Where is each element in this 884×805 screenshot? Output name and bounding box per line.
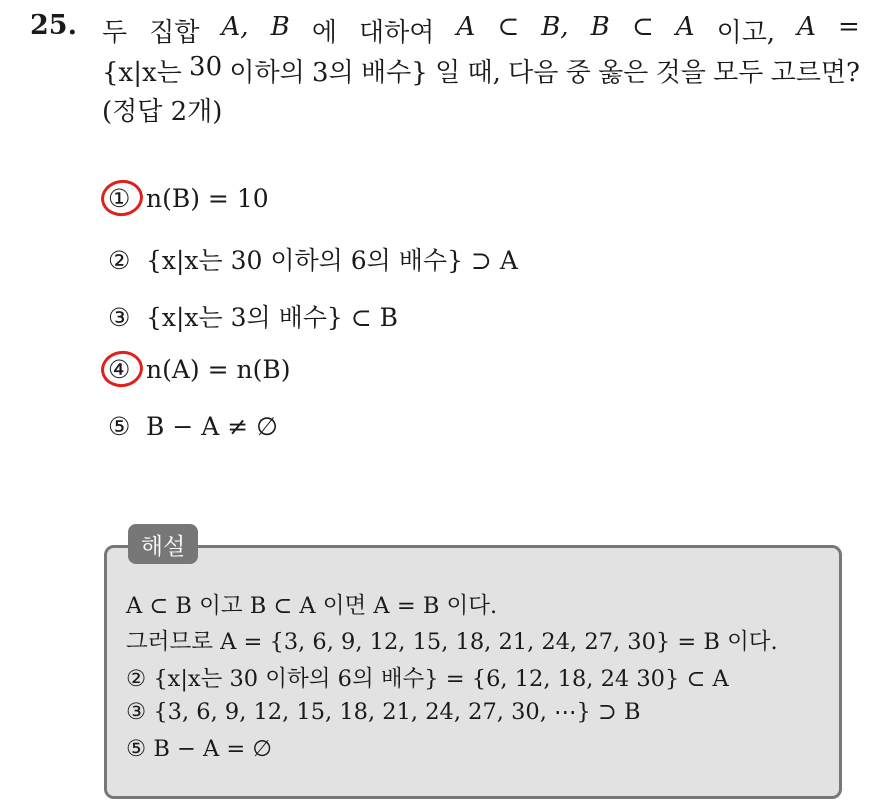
q2-word: {x|x는 <box>102 58 182 88</box>
q2-word: 일 <box>435 58 461 88</box>
choice-text: n(B) = 10 <box>146 184 269 213</box>
question-line-1 <box>102 12 860 49</box>
q1-word: 대하여 <box>359 18 435 48</box>
solution-line: 그러므로 A = {3, 6, 9, 12, 15, 18, 21, 24, 27, 30} = B 이다. <box>126 629 778 655</box>
q2-word: 30 <box>189 52 223 82</box>
q2-word: 것을 <box>655 58 706 88</box>
q1-word: 두 <box>102 18 128 48</box>
solution-line: ③ {3, 6, 9, 12, 15, 18, 21, 24, 27, 30, ⋯} ⊃ B <box>126 699 641 725</box>
choice-5[interactable] <box>108 412 278 441</box>
q2-word: 다음 <box>508 58 559 88</box>
q2-word: 고르면? <box>770 58 860 88</box>
question-line-2 <box>102 52 860 89</box>
choice-text: {x|x는 30 이하의 6의 배수} ⊃ A <box>146 246 518 275</box>
q1-word: B <box>590 12 610 42</box>
solution-label: 해설 <box>128 524 198 564</box>
q1-word: A <box>675 12 695 42</box>
solution-line: ② {x|x는 30 이하의 6의 배수} = {6, 12, 18, 24 30} ⊂ A <box>126 666 729 692</box>
q1-word: B, <box>541 12 569 42</box>
q2-word: 옳은 <box>598 58 649 88</box>
q1-word: = <box>838 12 860 42</box>
choice-text: n(A) = n(B) <box>146 355 291 384</box>
q1-word: 이고, <box>716 18 776 48</box>
question-number: 25. <box>30 10 77 41</box>
q1-word: B <box>270 12 290 42</box>
choice-mark: ⑤ <box>108 412 131 441</box>
q1-word: 에 <box>311 18 337 48</box>
q1-word: A <box>456 12 476 42</box>
choice-2[interactable] <box>108 241 518 277</box>
choice-mark: ④ <box>108 355 131 384</box>
q1-word: A <box>797 12 816 42</box>
choice-mark: ③ <box>108 303 131 332</box>
q2-word: 때, <box>467 58 501 88</box>
solution-line: ⑤ B − A = ∅ <box>126 736 273 762</box>
q1-word: A, <box>221 12 249 42</box>
q1-word: ⊂ <box>631 12 654 42</box>
choice-text: {x|x는 3의 배수} ⊂ B <box>146 303 399 332</box>
choice-mark: ① <box>108 184 131 213</box>
q2-word: 중 <box>565 58 591 88</box>
q2-word: 모두 <box>713 58 764 88</box>
choice-text: B − A ≠ ∅ <box>146 412 278 441</box>
choice-3[interactable] <box>108 298 398 334</box>
choice-mark: ② <box>108 246 131 275</box>
q1-word: ⊂ <box>497 12 520 42</box>
solution-line: A ⊂ B 이고 B ⊂ A 이면 A = B 이다. <box>126 593 498 619</box>
q2-word: 3의 <box>312 58 354 88</box>
q2-word: 이하의 <box>229 58 305 88</box>
q1-word: 집합 <box>149 18 200 48</box>
q2-word: 배수} <box>361 58 428 88</box>
question-line-3: (정답 2개) <box>102 97 223 127</box>
